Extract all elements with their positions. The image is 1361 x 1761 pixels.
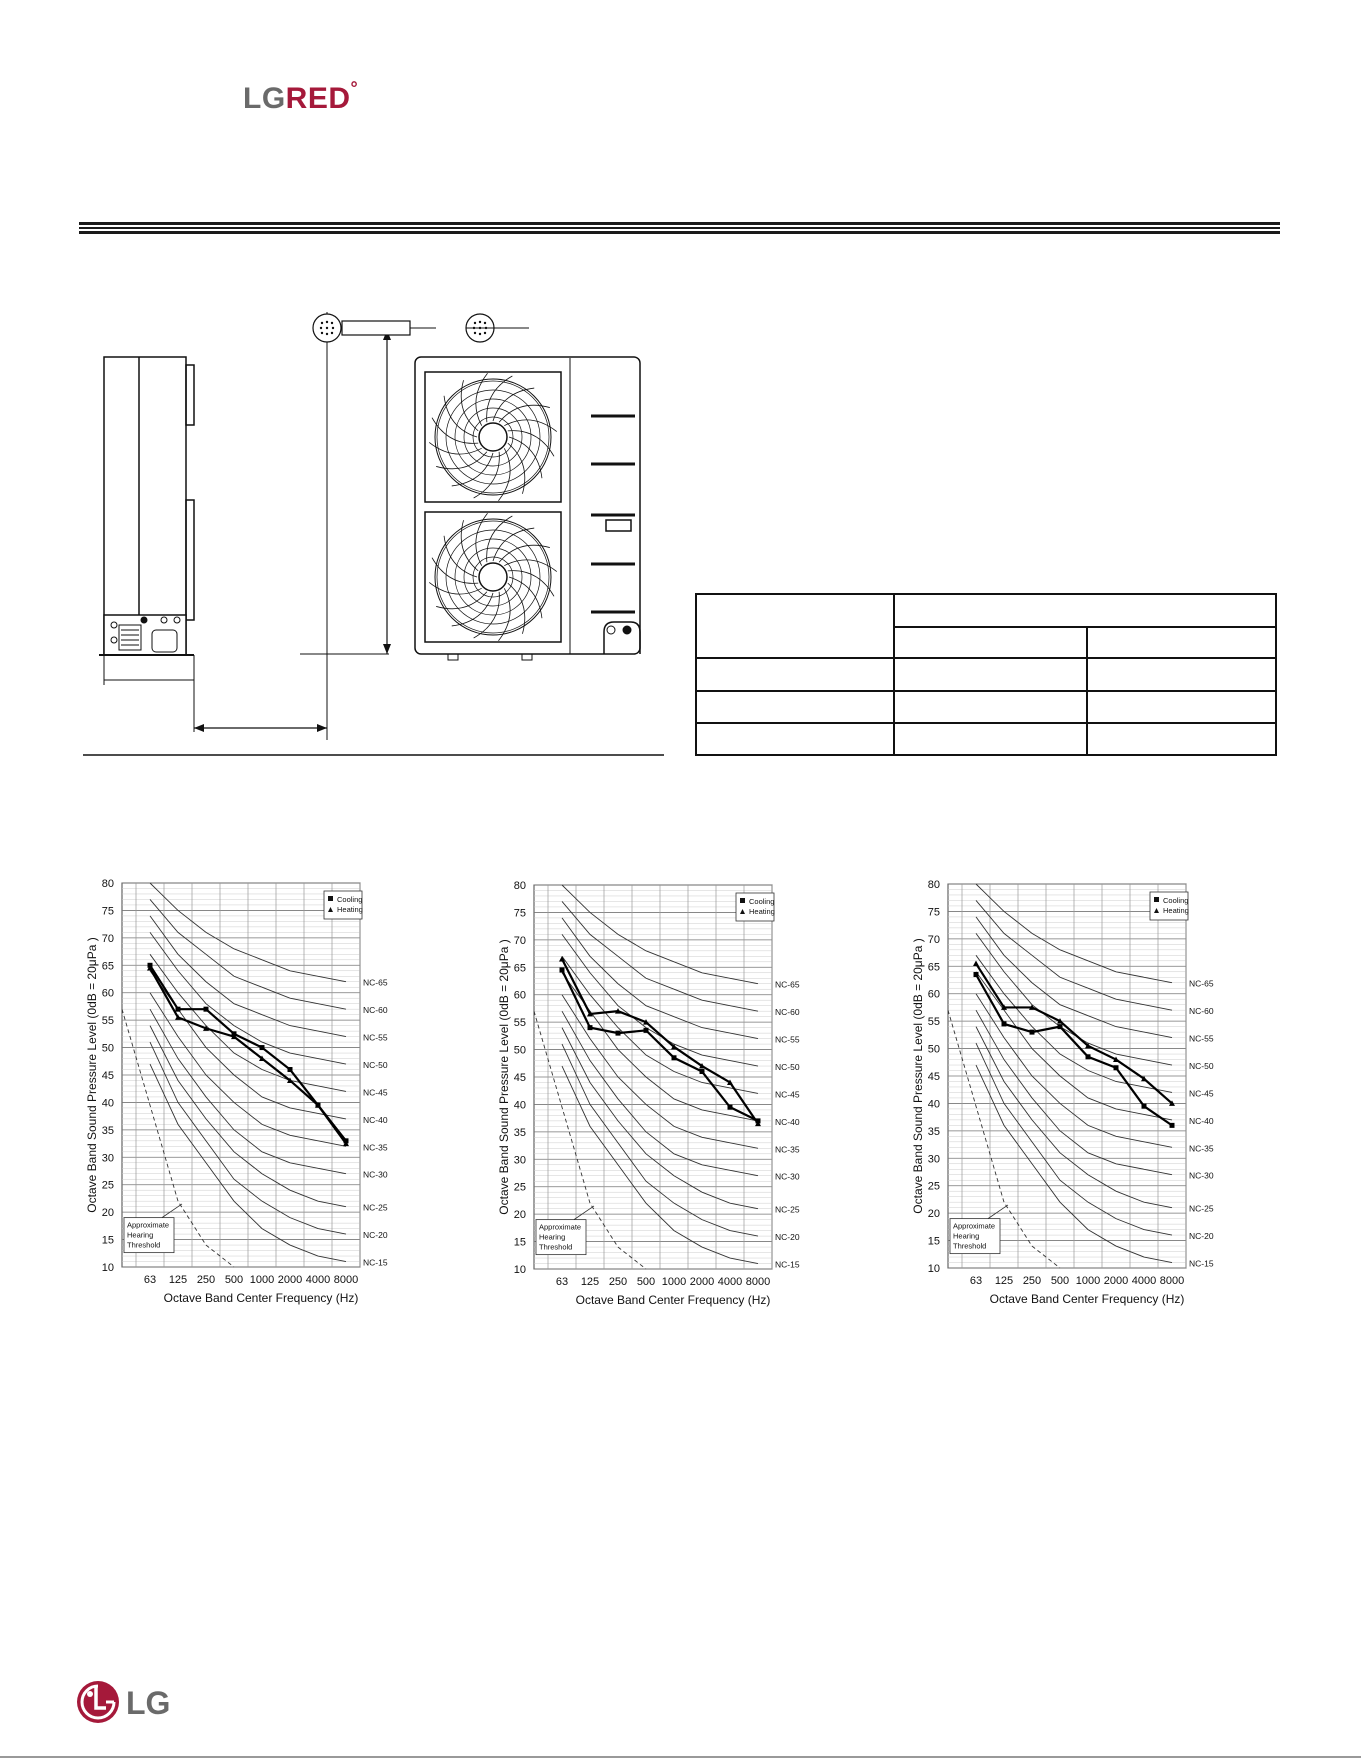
- x-tick-label: 250: [196, 1274, 216, 1286]
- data-point-cooling: [260, 1045, 265, 1050]
- x-tick-label: 500: [224, 1274, 244, 1286]
- threshold-label: Hearing: [127, 1230, 154, 1240]
- y-tick-label: 80: [513, 880, 526, 892]
- x-tick-label: 2000: [689, 1276, 715, 1288]
- legend-cooling-label: Cooling: [749, 897, 775, 906]
- nc-label: NC-60: [363, 1005, 388, 1016]
- y-tick-label: 35: [513, 1126, 526, 1139]
- nc-label: NC-65: [363, 977, 388, 988]
- legend-cooling-marker: [1154, 897, 1159, 902]
- y-tick-label: 35: [927, 1125, 940, 1138]
- threshold-label: Approximate: [127, 1220, 170, 1230]
- x-axis-label: Octave Band Center Frequency (Hz): [575, 1293, 771, 1307]
- y-tick-label: 75: [513, 907, 526, 920]
- nc-label: NC-40: [775, 1116, 800, 1127]
- table-cell: [894, 691, 1087, 723]
- y-tick-label: 50: [101, 1042, 114, 1055]
- x-tick-label: 125: [580, 1276, 600, 1288]
- x-tick-label: 4000: [717, 1276, 743, 1288]
- x-axis-label: Octave Band Center Frequency (Hz): [989, 1292, 1185, 1306]
- y-tick-label: 25: [927, 1180, 940, 1193]
- table-cell: [1087, 658, 1276, 690]
- x-tick-label: 4000: [1131, 1275, 1157, 1287]
- data-point-cooling: [1170, 1123, 1175, 1128]
- data-point-cooling: [1058, 1024, 1063, 1029]
- nc-label: NC-20: [775, 1232, 800, 1243]
- y-tick-label: 45: [927, 1071, 940, 1083]
- data-point-cooling: [700, 1069, 705, 1074]
- y-tick-label: 30: [101, 1152, 114, 1165]
- table-cell: [894, 658, 1087, 690]
- nc-label: NC-40: [1189, 1115, 1214, 1126]
- y-tick-label: 60: [101, 987, 114, 1000]
- x-tick-label: 1000: [661, 1276, 687, 1288]
- y-axis-label: Octave Band Sound Pressure Level (0dB = 20μPa ): [497, 939, 511, 1215]
- x-tick-label: 8000: [333, 1274, 359, 1286]
- brand-lg: LG: [243, 82, 286, 115]
- nc-label: NC-30: [363, 1169, 388, 1180]
- data-point-cooling: [1086, 1054, 1091, 1059]
- table-cell: [1087, 723, 1276, 755]
- lg-logo-icon: [76, 1678, 186, 1732]
- nc-label: NC-60: [1189, 1006, 1214, 1017]
- nc-label: NC-25: [363, 1202, 388, 1213]
- legend-cooling-marker: [740, 898, 745, 903]
- y-tick-label: 30: [927, 1153, 940, 1166]
- y-tick-label: 70: [513, 934, 526, 947]
- y-tick-label: 65: [101, 960, 114, 973]
- x-tick-label: 125: [168, 1274, 188, 1286]
- table-cell: [696, 691, 894, 723]
- legend-cooling-label: Cooling: [337, 895, 363, 904]
- nc-label: NC-20: [363, 1230, 388, 1241]
- y-tick-label: 80: [927, 879, 940, 891]
- nc-label: NC-15: [363, 1257, 388, 1268]
- x-tick-label: 250: [608, 1276, 628, 1288]
- table-cell: [696, 723, 894, 755]
- nc-label: NC-35: [775, 1144, 800, 1155]
- data-point-cooling: [588, 1025, 593, 1030]
- y-tick-label: 45: [101, 1070, 114, 1082]
- table-cell: [696, 658, 894, 690]
- y-tick-label: 65: [927, 961, 940, 974]
- legend-heating-label: Heating: [337, 905, 363, 914]
- header-rule-middle: [79, 227, 1280, 229]
- y-axis-label: Octave Band Sound Pressure Level (0dB = 20μPa ): [85, 937, 99, 1213]
- legend-cooling-label: Cooling: [1163, 896, 1189, 905]
- threshold-label: Hearing: [539, 1232, 566, 1242]
- table-row: [696, 691, 1276, 723]
- table-row: [696, 658, 1276, 690]
- y-tick-label: 25: [101, 1179, 114, 1192]
- legend-heating-label: Heating: [1163, 906, 1189, 915]
- x-tick-label: 250: [1022, 1275, 1042, 1287]
- threshold-label: Threshold: [953, 1241, 987, 1251]
- x-tick-label: 1000: [1075, 1275, 1101, 1287]
- nc-label: NC-30: [1189, 1170, 1214, 1181]
- y-tick-label: 50: [513, 1044, 526, 1057]
- nc-label: NC-45: [1189, 1088, 1214, 1099]
- nc-label: NC-65: [775, 979, 800, 990]
- nc-chart-3: [910, 871, 1270, 1351]
- legend-cooling-marker: [328, 896, 333, 901]
- side-view-unit: [99, 357, 194, 655]
- y-tick-label: 20: [927, 1208, 940, 1221]
- y-tick-label: 75: [101, 905, 114, 918]
- data-point-cooling: [728, 1105, 733, 1110]
- nc-label: NC-20: [1189, 1231, 1214, 1242]
- nc-label: NC-65: [1189, 978, 1214, 989]
- x-tick-label: 1000: [249, 1274, 275, 1286]
- x-tick-label: 8000: [745, 1276, 771, 1288]
- y-tick-label: 30: [513, 1154, 526, 1167]
- nc-label: NC-35: [363, 1142, 388, 1153]
- nc-label: NC-15: [1189, 1258, 1214, 1269]
- brand-wordmark: [243, 78, 359, 116]
- data-point-cooling: [1142, 1104, 1147, 1109]
- data-point-cooling: [616, 1031, 621, 1036]
- nc-label: NC-30: [775, 1171, 800, 1182]
- table-header-cell: [1087, 627, 1276, 658]
- unit-dimension-drawing: [79, 300, 669, 760]
- y-tick-label: 15: [513, 1236, 526, 1249]
- fan-hub: [479, 423, 507, 451]
- data-point-cooling: [288, 1067, 293, 1072]
- brand-mark: °: [350, 78, 359, 98]
- footer-rule: [0, 1756, 1361, 1758]
- nc-label: NC-55: [775, 1034, 800, 1045]
- nc-label: NC-55: [363, 1032, 388, 1043]
- brand-red: RED: [285, 82, 351, 115]
- y-tick-label: 70: [101, 932, 114, 945]
- y-tick-label: 40: [101, 1097, 114, 1110]
- y-tick-label: 45: [513, 1072, 526, 1084]
- fan-hub: [479, 563, 507, 591]
- nc-label: NC-50: [1189, 1061, 1214, 1072]
- header-rule-top: [79, 222, 1280, 225]
- logo-text: LG: [126, 1685, 171, 1721]
- y-tick-label: 20: [513, 1209, 526, 1222]
- nc-label: NC-50: [363, 1060, 388, 1071]
- nc-label: NC-50: [775, 1062, 800, 1073]
- nc-label: NC-25: [775, 1204, 800, 1215]
- data-point-cooling: [672, 1055, 677, 1060]
- data-point-cooling: [974, 972, 979, 977]
- header-rule-bottom: [79, 231, 1280, 234]
- x-tick-label: 63: [969, 1275, 983, 1287]
- nc-label: NC-60: [775, 1007, 800, 1018]
- y-tick-label: 10: [101, 1262, 114, 1274]
- x-axis-label: Octave Band Center Frequency (Hz): [163, 1291, 359, 1305]
- microphone-icon: [466, 314, 529, 342]
- y-tick-label: 10: [927, 1263, 940, 1275]
- nc-label: NC-25: [1189, 1203, 1214, 1214]
- y-axis-label: Octave Band Sound Pressure Level (0dB = 20μPa ): [911, 938, 925, 1214]
- data-point-cooling: [176, 1007, 181, 1012]
- table-header-cell: [894, 627, 1087, 658]
- nc-label: NC-15: [775, 1259, 800, 1270]
- nc-label: NC-45: [363, 1087, 388, 1098]
- table-row: [696, 723, 1276, 755]
- threshold-label: Approximate: [539, 1222, 582, 1232]
- nc-chart-2: [496, 872, 856, 1352]
- y-tick-label: 40: [513, 1099, 526, 1112]
- microphone-icon: [313, 314, 436, 342]
- y-tick-label: 35: [101, 1124, 114, 1137]
- y-tick-label: 55: [101, 1015, 114, 1028]
- x-tick-label: 125: [994, 1275, 1014, 1287]
- table-cell: [894, 723, 1087, 755]
- y-tick-label: 25: [513, 1181, 526, 1194]
- threshold-label: Threshold: [539, 1242, 573, 1252]
- threshold-label: Hearing: [953, 1231, 980, 1241]
- data-point-cooling: [1030, 1030, 1035, 1035]
- sound-spec-table: [695, 593, 1277, 756]
- y-tick-label: 55: [927, 1016, 940, 1029]
- y-tick-label: 65: [513, 962, 526, 975]
- x-tick-label: 500: [636, 1276, 656, 1288]
- data-point-cooling: [644, 1028, 649, 1033]
- legend-heating-label: Heating: [749, 907, 775, 916]
- x-tick-label: 63: [143, 1274, 157, 1286]
- nc-label: NC-45: [775, 1089, 800, 1100]
- y-tick-label: 75: [927, 906, 940, 919]
- y-tick-label: 70: [927, 933, 940, 946]
- data-point-cooling: [1114, 1065, 1119, 1070]
- data-point-cooling: [560, 968, 565, 973]
- nc-label: NC-40: [363, 1114, 388, 1125]
- table-header-cell: [894, 594, 1276, 627]
- y-tick-label: 10: [513, 1264, 526, 1276]
- nc-label: NC-55: [1189, 1033, 1214, 1044]
- y-tick-label: 80: [101, 878, 114, 890]
- x-tick-label: 2000: [1103, 1275, 1129, 1287]
- y-tick-label: 60: [513, 989, 526, 1002]
- x-tick-label: 2000: [277, 1274, 303, 1286]
- table-header-cell: [696, 594, 894, 658]
- y-tick-label: 55: [513, 1017, 526, 1030]
- threshold-label: Approximate: [953, 1221, 996, 1231]
- y-tick-label: 15: [927, 1235, 940, 1248]
- x-tick-label: 8000: [1159, 1275, 1185, 1287]
- table-cell: [1087, 691, 1276, 723]
- x-tick-label: 63: [555, 1276, 569, 1288]
- data-point-cooling: [204, 1007, 209, 1012]
- threshold-label: Threshold: [127, 1240, 161, 1250]
- nc-chart-1: [84, 870, 444, 1350]
- nc-label: NC-35: [1189, 1143, 1214, 1154]
- y-tick-label: 20: [101, 1207, 114, 1220]
- y-tick-label: 50: [927, 1043, 940, 1056]
- y-tick-label: 60: [927, 988, 940, 1001]
- x-tick-label: 500: [1050, 1275, 1070, 1287]
- x-tick-label: 4000: [305, 1274, 331, 1286]
- data-point-cooling: [1002, 1021, 1007, 1026]
- y-tick-label: 40: [927, 1098, 940, 1111]
- y-tick-label: 15: [101, 1234, 114, 1247]
